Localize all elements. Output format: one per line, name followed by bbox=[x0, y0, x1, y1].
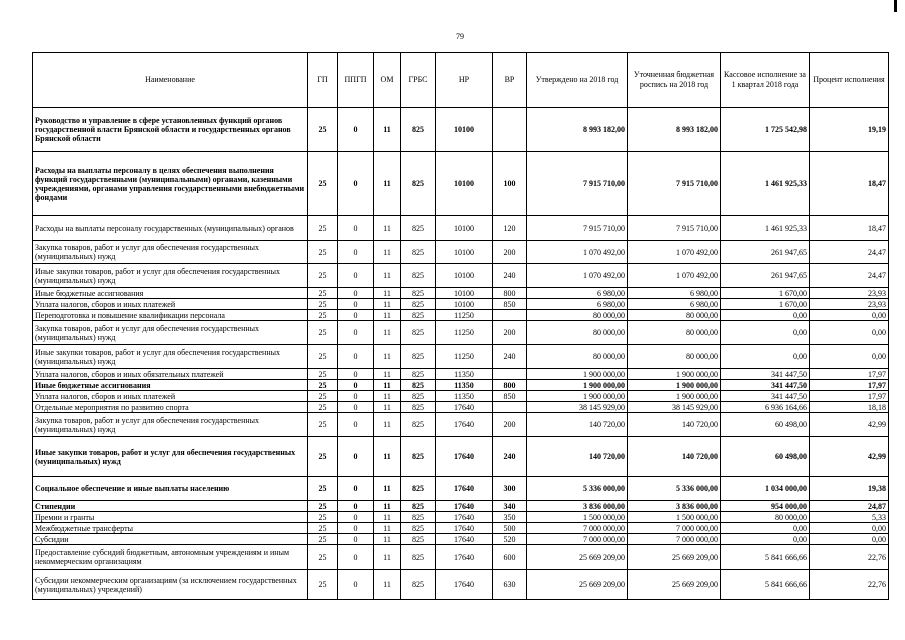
cell-refined: 6 980,00 bbox=[628, 299, 721, 310]
table-row bbox=[33, 321, 889, 345]
cell-ppgp: 0 bbox=[338, 501, 374, 512]
cell-percent: 24,47 bbox=[810, 241, 889, 264]
cell-percent: 17,97 bbox=[810, 369, 889, 380]
cell-cash: 0,00 bbox=[721, 321, 810, 345]
cell-cash: 1 725 542,98 bbox=[721, 108, 810, 152]
header-vr: ВР bbox=[493, 53, 527, 108]
cell-gp: 25 bbox=[308, 321, 338, 345]
cell-cash: 60 498,00 bbox=[721, 437, 810, 477]
cell-percent: 0,00 bbox=[810, 523, 889, 534]
cell-gp: 25 bbox=[308, 437, 338, 477]
cell-grbs: 825 bbox=[401, 477, 436, 501]
cell-ppgp: 0 bbox=[338, 345, 374, 369]
cell-grbs: 825 bbox=[401, 437, 436, 477]
cell-om: 11 bbox=[374, 380, 401, 391]
cell-name: Уплата налогов, сборов и иных платежей bbox=[33, 391, 308, 402]
cell-cash: 341 447,50 bbox=[721, 380, 810, 391]
cell-nr: 11350 bbox=[436, 391, 493, 402]
cell-grbs: 825 bbox=[401, 570, 436, 600]
table-row bbox=[33, 310, 889, 321]
cell-ppgp: 0 bbox=[338, 534, 374, 545]
cell-om: 11 bbox=[374, 402, 401, 413]
cell-nr: 10100 bbox=[436, 299, 493, 310]
cell-ppgp: 0 bbox=[338, 570, 374, 600]
cell-name: Премии и гранты bbox=[33, 512, 308, 523]
cell-nr: 11350 bbox=[436, 369, 493, 380]
cell-percent: 22,76 bbox=[810, 545, 889, 570]
table-row bbox=[33, 108, 889, 152]
cell-ppgp: 0 bbox=[338, 380, 374, 391]
cell-nr: 10100 bbox=[436, 216, 493, 241]
cell-nr: 17640 bbox=[436, 402, 493, 413]
cell-grbs: 825 bbox=[401, 534, 436, 545]
cell-approved: 80 000,00 bbox=[527, 345, 628, 369]
cell-nr: 17640 bbox=[436, 512, 493, 523]
cell-cash: 1 461 925,33 bbox=[721, 216, 810, 241]
cell-nr: 10100 bbox=[436, 152, 493, 216]
table-row bbox=[33, 570, 889, 600]
cell-grbs: 825 bbox=[401, 391, 436, 402]
cell-name: Закупка товаров, работ и услуг для обеспечения государственных (муниципальных) нужд bbox=[33, 413, 308, 437]
cell-nr: 11250 bbox=[436, 321, 493, 345]
cell-vr: 800 bbox=[493, 288, 527, 299]
cell-ppgp: 0 bbox=[338, 152, 374, 216]
cell-gp: 25 bbox=[308, 108, 338, 152]
table-row bbox=[33, 402, 889, 413]
cell-approved: 5 336 000,00 bbox=[527, 477, 628, 501]
cell-cash: 0,00 bbox=[721, 534, 810, 545]
table-row bbox=[33, 545, 889, 570]
cell-approved: 3 836 000,00 bbox=[527, 501, 628, 512]
cell-om: 11 bbox=[374, 437, 401, 477]
cell-name: Расходы на выплаты персоналу государственных (муниципальных) органов bbox=[33, 216, 308, 241]
cell-refined: 7 915 710,00 bbox=[628, 152, 721, 216]
header-nr: НР bbox=[436, 53, 493, 108]
cell-name: Иные закупки товаров, работ и услуг для обеспечения государственных (муниципальных) нужд bbox=[33, 437, 308, 477]
cell-cash: 1 670,00 bbox=[721, 288, 810, 299]
cell-approved: 80 000,00 bbox=[527, 321, 628, 345]
cell-approved: 1 070 492,00 bbox=[527, 264, 628, 288]
cell-om: 11 bbox=[374, 321, 401, 345]
cell-vr: 240 bbox=[493, 437, 527, 477]
budget-table bbox=[32, 52, 889, 600]
cell-om: 11 bbox=[374, 501, 401, 512]
cell-name: Уплата налогов, сборов и иных обязательных платежей bbox=[33, 369, 308, 380]
cell-approved: 38 145 929,00 bbox=[527, 402, 628, 413]
cell-percent: 23,93 bbox=[810, 288, 889, 299]
cell-name: Переподготовка и повышение квалификации персонала bbox=[33, 310, 308, 321]
header-grbs: ГРБС bbox=[401, 53, 436, 108]
cell-percent: 42,99 bbox=[810, 413, 889, 437]
cell-percent: 23,93 bbox=[810, 299, 889, 310]
cell-refined: 140 720,00 bbox=[628, 413, 721, 437]
header-name: Наименование bbox=[33, 53, 308, 108]
cell-cash: 261 947,65 bbox=[721, 264, 810, 288]
cell-approved: 140 720,00 bbox=[527, 437, 628, 477]
cell-refined: 7 000 000,00 bbox=[628, 523, 721, 534]
cell-nr: 17640 bbox=[436, 501, 493, 512]
cell-percent: 17,97 bbox=[810, 391, 889, 402]
cell-refined: 140 720,00 bbox=[628, 437, 721, 477]
cell-grbs: 825 bbox=[401, 241, 436, 264]
cell-vr: 240 bbox=[493, 264, 527, 288]
cell-nr: 11250 bbox=[436, 310, 493, 321]
cell-grbs: 825 bbox=[401, 108, 436, 152]
cell-approved: 25 669 209,00 bbox=[527, 570, 628, 600]
cell-ppgp: 0 bbox=[338, 477, 374, 501]
cell-om: 11 bbox=[374, 545, 401, 570]
cell-approved: 1 900 000,00 bbox=[527, 369, 628, 380]
cell-gp: 25 bbox=[308, 534, 338, 545]
header-percent: Процент исполнения bbox=[810, 53, 889, 108]
cell-approved: 7 915 710,00 bbox=[527, 216, 628, 241]
cell-approved: 1 900 000,00 bbox=[527, 391, 628, 402]
cell-om: 11 bbox=[374, 413, 401, 437]
cell-name: Отдельные мероприятия по развитию спорта bbox=[33, 402, 308, 413]
cell-grbs: 825 bbox=[401, 545, 436, 570]
cell-om: 11 bbox=[374, 299, 401, 310]
cell-grbs: 825 bbox=[401, 345, 436, 369]
cell-ppgp: 0 bbox=[338, 369, 374, 380]
table-row bbox=[33, 413, 889, 437]
cell-gp: 25 bbox=[308, 391, 338, 402]
cell-refined: 7 000 000,00 bbox=[628, 534, 721, 545]
cell-gp: 25 bbox=[308, 345, 338, 369]
cell-ppgp: 0 bbox=[338, 241, 374, 264]
cell-approved: 80 000,00 bbox=[527, 310, 628, 321]
cell-nr: 11350 bbox=[436, 380, 493, 391]
cell-approved: 8 993 182,00 bbox=[527, 108, 628, 152]
cell-grbs: 825 bbox=[401, 310, 436, 321]
table-row bbox=[33, 391, 889, 402]
cell-percent: 24,87 bbox=[810, 501, 889, 512]
cell-percent: 19,19 bbox=[810, 108, 889, 152]
cell-gp: 25 bbox=[308, 570, 338, 600]
cell-vr: 200 bbox=[493, 241, 527, 264]
cell-cash: 0,00 bbox=[721, 523, 810, 534]
cell-percent: 17,97 bbox=[810, 380, 889, 391]
cell-nr: 10100 bbox=[436, 264, 493, 288]
cell-refined: 5 336 000,00 bbox=[628, 477, 721, 501]
cell-cash: 1 670,00 bbox=[721, 299, 810, 310]
cell-cash: 261 947,65 bbox=[721, 241, 810, 264]
cell-om: 11 bbox=[374, 288, 401, 299]
cell-cash: 0,00 bbox=[721, 310, 810, 321]
cell-cash: 1 034 000,00 bbox=[721, 477, 810, 501]
cell-om: 11 bbox=[374, 523, 401, 534]
cell-vr bbox=[493, 108, 527, 152]
cell-percent: 18,47 bbox=[810, 216, 889, 241]
cell-grbs: 825 bbox=[401, 264, 436, 288]
table-body bbox=[33, 108, 889, 600]
cell-vr: 350 bbox=[493, 512, 527, 523]
cell-vr: 300 bbox=[493, 477, 527, 501]
header-gp: ГП bbox=[308, 53, 338, 108]
cell-percent: 42,99 bbox=[810, 437, 889, 477]
cell-gp: 25 bbox=[308, 512, 338, 523]
cell-percent: 5,33 bbox=[810, 512, 889, 523]
cell-percent: 0,00 bbox=[810, 321, 889, 345]
cell-cash: 60 498,00 bbox=[721, 413, 810, 437]
cell-name: Субсидии bbox=[33, 534, 308, 545]
table-row bbox=[33, 501, 889, 512]
cell-ppgp: 0 bbox=[338, 391, 374, 402]
cell-nr: 17640 bbox=[436, 523, 493, 534]
cell-vr: 850 bbox=[493, 299, 527, 310]
table-row bbox=[33, 152, 889, 216]
cell-refined: 6 980,00 bbox=[628, 288, 721, 299]
cell-grbs: 825 bbox=[401, 380, 436, 391]
cell-name: Стипендии bbox=[33, 501, 308, 512]
cell-approved: 140 720,00 bbox=[527, 413, 628, 437]
cell-refined: 25 669 209,00 bbox=[628, 570, 721, 600]
cell-name: Межбюджетные трансферты bbox=[33, 523, 308, 534]
cell-om: 11 bbox=[374, 477, 401, 501]
cell-cash: 341 447,50 bbox=[721, 391, 810, 402]
cell-approved: 7 915 710,00 bbox=[527, 152, 628, 216]
cell-ppgp: 0 bbox=[338, 512, 374, 523]
cell-grbs: 825 bbox=[401, 288, 436, 299]
cell-gp: 25 bbox=[308, 501, 338, 512]
cell-om: 11 bbox=[374, 534, 401, 545]
cell-name: Предоставление субсидий бюджетным, автономным учреждениям и иным некоммерческим организациям bbox=[33, 545, 308, 570]
cell-vr bbox=[493, 402, 527, 413]
cell-refined: 1 500 000,00 bbox=[628, 512, 721, 523]
cell-ppgp: 0 bbox=[338, 545, 374, 570]
table-row bbox=[33, 264, 889, 288]
cell-refined: 1 070 492,00 bbox=[628, 241, 721, 264]
cell-refined: 80 000,00 bbox=[628, 321, 721, 345]
cell-nr: 10100 bbox=[436, 108, 493, 152]
cell-refined: 80 000,00 bbox=[628, 345, 721, 369]
cell-om: 11 bbox=[374, 345, 401, 369]
cell-om: 11 bbox=[374, 152, 401, 216]
cell-cash: 5 841 666,66 bbox=[721, 545, 810, 570]
cell-gp: 25 bbox=[308, 477, 338, 501]
cell-name: Уплата налогов, сборов и иных платежей bbox=[33, 299, 308, 310]
cell-nr: 17640 bbox=[436, 534, 493, 545]
cell-vr: 630 bbox=[493, 570, 527, 600]
table-row bbox=[33, 216, 889, 241]
page-edge-mark bbox=[894, 0, 897, 12]
cell-gp: 25 bbox=[308, 216, 338, 241]
cell-gp: 25 bbox=[308, 369, 338, 380]
cell-gp: 25 bbox=[308, 545, 338, 570]
cell-cash: 0,00 bbox=[721, 345, 810, 369]
cell-vr: 600 bbox=[493, 545, 527, 570]
table-row bbox=[33, 241, 889, 264]
cell-om: 11 bbox=[374, 391, 401, 402]
cell-vr: 850 bbox=[493, 391, 527, 402]
cell-nr: 17640 bbox=[436, 545, 493, 570]
table-row bbox=[33, 477, 889, 501]
cell-approved: 25 669 209,00 bbox=[527, 545, 628, 570]
cell-om: 11 bbox=[374, 108, 401, 152]
cell-vr: 240 bbox=[493, 345, 527, 369]
cell-grbs: 825 bbox=[401, 152, 436, 216]
table-row bbox=[33, 380, 889, 391]
cell-cash: 954 000,00 bbox=[721, 501, 810, 512]
cell-grbs: 825 bbox=[401, 216, 436, 241]
cell-refined: 1 070 492,00 bbox=[628, 264, 721, 288]
cell-refined: 1 900 000,00 bbox=[628, 380, 721, 391]
cell-grbs: 825 bbox=[401, 413, 436, 437]
cell-ppgp: 0 bbox=[338, 264, 374, 288]
cell-cash: 341 447,50 bbox=[721, 369, 810, 380]
cell-name: Расходы на выплаты персоналу в целях обеспечения выполнения функций государственными (муниципальными) органами, казенными учреждениями, органами управления государственными внебюджетными фондами bbox=[33, 152, 308, 216]
cell-approved: 1 500 000,00 bbox=[527, 512, 628, 523]
cell-gp: 25 bbox=[308, 288, 338, 299]
cell-name: Иные бюджетные ассигнования bbox=[33, 288, 308, 299]
table-row bbox=[33, 299, 889, 310]
cell-approved: 1 900 000,00 bbox=[527, 380, 628, 391]
cell-om: 11 bbox=[374, 241, 401, 264]
cell-gp: 25 bbox=[308, 152, 338, 216]
cell-approved: 7 000 000,00 bbox=[527, 523, 628, 534]
cell-name: Руководство и управление в сфере установленных функций органов государственной власти Брянской области и государственных органов Брянской области bbox=[33, 108, 308, 152]
cell-refined: 8 993 182,00 bbox=[628, 108, 721, 152]
cell-nr: 17640 bbox=[436, 477, 493, 501]
cell-ppgp: 0 bbox=[338, 321, 374, 345]
cell-refined: 25 669 209,00 bbox=[628, 545, 721, 570]
cell-percent: 24,47 bbox=[810, 264, 889, 288]
cell-ppgp: 0 bbox=[338, 402, 374, 413]
cell-vr: 520 bbox=[493, 534, 527, 545]
cell-vr: 500 bbox=[493, 523, 527, 534]
cell-nr: 17640 bbox=[436, 413, 493, 437]
cell-name: Закупка товаров, работ и услуг для обеспечения государственных (муниципальных) нужд bbox=[33, 321, 308, 345]
cell-cash: 80 000,00 bbox=[721, 512, 810, 523]
cell-name: Иные закупки товаров, работ и услуг для обеспечения государственных (муниципальных) нужд bbox=[33, 264, 308, 288]
cell-vr: 340 bbox=[493, 501, 527, 512]
cell-om: 11 bbox=[374, 264, 401, 288]
cell-grbs: 825 bbox=[401, 299, 436, 310]
cell-gp: 25 bbox=[308, 299, 338, 310]
cell-approved: 6 980,00 bbox=[527, 288, 628, 299]
cell-ppgp: 0 bbox=[338, 288, 374, 299]
cell-vr: 200 bbox=[493, 321, 527, 345]
cell-nr: 17640 bbox=[436, 570, 493, 600]
cell-gp: 25 bbox=[308, 402, 338, 413]
cell-grbs: 825 bbox=[401, 523, 436, 534]
table-row bbox=[33, 512, 889, 523]
cell-om: 11 bbox=[374, 310, 401, 321]
cell-om: 11 bbox=[374, 216, 401, 241]
cell-gp: 25 bbox=[308, 264, 338, 288]
cell-name: Иные закупки товаров, работ и услуг для обеспечения государственных (муниципальных) нужд bbox=[33, 345, 308, 369]
cell-percent: 18,47 bbox=[810, 152, 889, 216]
table-header-row bbox=[33, 53, 889, 108]
cell-name: Субсидии некоммерческим организациям (за исключением государственных (муниципальных) учреждений) bbox=[33, 570, 308, 600]
table-row bbox=[33, 345, 889, 369]
header-om: ОМ bbox=[374, 53, 401, 108]
cell-refined: 80 000,00 bbox=[628, 310, 721, 321]
cell-vr: 800 bbox=[493, 380, 527, 391]
header-ppgp: ППГП bbox=[338, 53, 374, 108]
cell-ppgp: 0 bbox=[338, 413, 374, 437]
cell-gp: 25 bbox=[308, 380, 338, 391]
cell-ppgp: 0 bbox=[338, 523, 374, 534]
cell-percent: 18,18 bbox=[810, 402, 889, 413]
cell-ppgp: 0 bbox=[338, 310, 374, 321]
cell-nr: 10100 bbox=[436, 288, 493, 299]
cell-gp: 25 bbox=[308, 241, 338, 264]
cell-ppgp: 0 bbox=[338, 108, 374, 152]
cell-om: 11 bbox=[374, 570, 401, 600]
cell-nr: 10100 bbox=[436, 241, 493, 264]
cell-vr: 120 bbox=[493, 216, 527, 241]
table-row bbox=[33, 523, 889, 534]
cell-grbs: 825 bbox=[401, 512, 436, 523]
cell-nr: 11250 bbox=[436, 345, 493, 369]
cell-om: 11 bbox=[374, 512, 401, 523]
cell-refined: 7 915 710,00 bbox=[628, 216, 721, 241]
cell-gp: 25 bbox=[308, 413, 338, 437]
cell-refined: 3 836 000,00 bbox=[628, 501, 721, 512]
cell-approved: 6 980,00 bbox=[527, 299, 628, 310]
cell-grbs: 825 bbox=[401, 501, 436, 512]
page-number: 79 bbox=[456, 32, 464, 41]
table-row bbox=[33, 369, 889, 380]
cell-gp: 25 bbox=[308, 523, 338, 534]
cell-refined: 38 145 929,00 bbox=[628, 402, 721, 413]
header-approved: Утверждено на 2018 год bbox=[527, 53, 628, 108]
cell-ppgp: 0 bbox=[338, 437, 374, 477]
cell-percent: 22,76 bbox=[810, 570, 889, 600]
cell-om: 11 bbox=[374, 369, 401, 380]
cell-name: Иные бюджетные ассигнования bbox=[33, 380, 308, 391]
cell-vr bbox=[493, 369, 527, 380]
cell-grbs: 825 bbox=[401, 369, 436, 380]
cell-gp: 25 bbox=[308, 310, 338, 321]
cell-nr: 17640 bbox=[436, 437, 493, 477]
cell-percent: 0,00 bbox=[810, 534, 889, 545]
cell-vr: 200 bbox=[493, 413, 527, 437]
cell-vr: 100 bbox=[493, 152, 527, 216]
table-row bbox=[33, 437, 889, 477]
table-row bbox=[33, 534, 889, 545]
header-refined: Уточненная бюджетная роспись на 2018 год bbox=[628, 53, 721, 108]
cell-refined: 1 900 000,00 bbox=[628, 391, 721, 402]
cell-vr bbox=[493, 310, 527, 321]
cell-percent: 0,00 bbox=[810, 345, 889, 369]
cell-name: Закупка товаров, работ и услуг для обеспечения государственных (муниципальных) нужд bbox=[33, 241, 308, 264]
cell-ppgp: 0 bbox=[338, 299, 374, 310]
cell-percent: 19,38 bbox=[810, 477, 889, 501]
cell-cash: 1 461 925,33 bbox=[721, 152, 810, 216]
cell-cash: 6 936 164,66 bbox=[721, 402, 810, 413]
cell-name: Социальное обеспечение и иные выплаты населению bbox=[33, 477, 308, 501]
cell-refined: 1 900 000,00 bbox=[628, 369, 721, 380]
header-cash: Кассовое исполнение за 1 квартал 2018 года bbox=[721, 53, 810, 108]
cell-ppgp: 0 bbox=[338, 216, 374, 241]
cell-approved: 1 070 492,00 bbox=[527, 241, 628, 264]
cell-grbs: 825 bbox=[401, 402, 436, 413]
cell-grbs: 825 bbox=[401, 321, 436, 345]
table-row bbox=[33, 288, 889, 299]
cell-percent: 0,00 bbox=[810, 310, 889, 321]
cell-cash: 5 841 666,66 bbox=[721, 570, 810, 600]
cell-approved: 7 000 000,00 bbox=[527, 534, 628, 545]
